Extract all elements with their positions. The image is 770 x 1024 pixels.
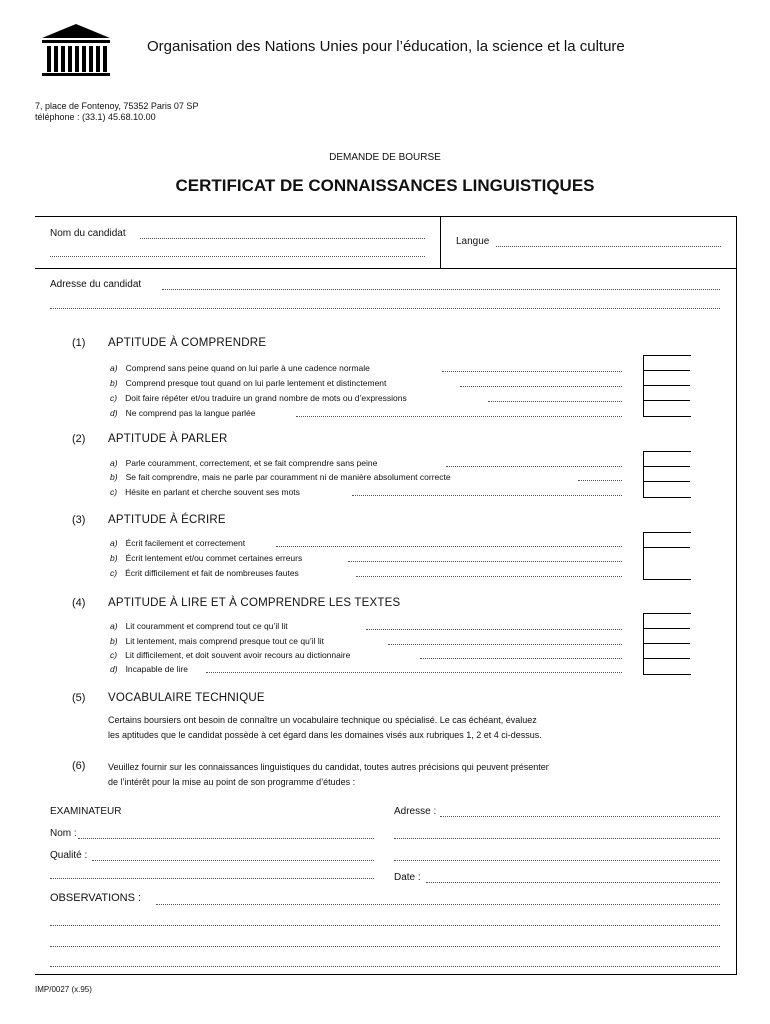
leader-line	[296, 416, 622, 417]
option-item: c) Lit difficilement, et doit souvent avoir recours au dictionnaire	[110, 650, 351, 660]
option-item: a) Parle couramment, correctement, et se fait comprendre sans peine	[110, 458, 378, 468]
examiner-nom-label: Nom :	[50, 828, 77, 839]
org-address: 7, place de Fontenoy, 75352 Paris 07 SP téléphone : (33.1) 45.68.10.00	[35, 101, 199, 122]
examiner-adresse-field-line2[interactable]	[394, 838, 720, 839]
section-title: APTITUDE À PARLER	[108, 433, 228, 445]
divider	[643, 628, 690, 629]
option-item: b) Se fait comprendre, mais ne parle par couramment ni de manière absolument correcte	[110, 472, 451, 482]
nom-field-line2[interactable]	[50, 256, 425, 257]
nom-label: Nom du candidat	[50, 228, 126, 239]
adresse-field-line2[interactable]	[50, 308, 720, 309]
option-item: d) Ne comprend pas la langue parlée	[110, 408, 256, 418]
leader-line	[276, 546, 622, 547]
examiner-qualite-field[interactable]	[92, 860, 374, 861]
section-title: APTITUDE À COMPRENDRE	[108, 337, 267, 349]
examiner-qualite-field-line2[interactable]	[50, 878, 374, 879]
adresse-field[interactable]	[162, 289, 720, 290]
form-subtitle: DEMANDE DE BOURSE	[329, 152, 441, 163]
form-code: IMP/0027 (x.95)	[35, 985, 92, 994]
divider	[643, 400, 690, 401]
option-item: b) Écrit lentement et/ou commet certaines erreurs	[110, 553, 303, 563]
divider	[643, 643, 690, 644]
leader-line	[356, 576, 622, 577]
rating-box[interactable]	[643, 451, 691, 498]
section-number: (3)	[72, 514, 86, 526]
langue-field[interactable]	[496, 246, 721, 247]
langue-label: Langue	[456, 236, 490, 247]
leader-line	[366, 629, 622, 630]
option-item: b) Comprend presque tout quand on lui parle lentement et distinctement	[110, 378, 387, 388]
divider	[643, 658, 690, 659]
section-number: (6)	[72, 760, 86, 772]
option-item: c) Doit faire répéter et/ou traduire un grand nombre de mots ou d’expressions	[110, 393, 407, 403]
section-number: (5)	[72, 692, 86, 704]
examiner-nom-field[interactable]	[78, 838, 374, 839]
divider	[643, 547, 690, 548]
org-name: Organisation des Nations Unies pour l’éducation, la science et la culture	[147, 38, 625, 55]
divider	[643, 481, 690, 482]
observations-field[interactable]	[156, 904, 720, 905]
examiner-adresse-field-line3[interactable]	[394, 860, 720, 861]
section-number: (1)	[72, 337, 86, 349]
option-item: d) Incapable de lire	[110, 664, 188, 674]
leader-line	[420, 658, 622, 659]
leader-line	[446, 466, 622, 467]
examiner-adresse-label: Adresse :	[394, 806, 437, 817]
rating-box[interactable]	[643, 532, 691, 580]
adresse-label: Adresse du candidat	[50, 279, 142, 290]
form-frame	[35, 216, 737, 975]
nom-field[interactable]	[140, 238, 425, 239]
observations-field-line3[interactable]	[50, 946, 720, 947]
leader-line	[460, 386, 622, 387]
leader-line	[388, 644, 622, 645]
divider	[643, 370, 690, 371]
observations-field-line2[interactable]	[50, 925, 720, 926]
leader-line	[442, 371, 622, 372]
rating-box[interactable]	[643, 355, 691, 417]
option-item: a) Lit couramment et comprend tout ce qu’il lit	[110, 621, 288, 631]
section-description: Certains boursiers ont besoin de connaître un vocabulaire technique ou spécialisé. Le cas échéant, évaluez les aptitudes que le candidat possède à cet égard dans les domaines visés aux rubriques 1, 2 et 4 ci-dessus.	[108, 715, 542, 740]
section-title: APTITUDE À LIRE ET À COMPRENDRE LES TEXTES	[108, 597, 401, 609]
leader-line	[488, 401, 622, 402]
leader-line	[206, 672, 622, 673]
leader-line	[348, 561, 622, 562]
section-description: Veuillez fournir sur les connaissances linguistiques du candidat, toutes autres précisions qui peuvent présenter de l’intérêt pour la mise au point de son programme d’études :	[108, 762, 549, 787]
divider	[35, 268, 737, 269]
divider	[440, 216, 441, 268]
form-title: CERTIFICAT DE CONNAISSANCES LINGUISTIQUES	[175, 176, 595, 195]
option-item: a) Écrit facilement et correctement	[110, 538, 246, 548]
divider	[643, 385, 690, 386]
divider	[643, 466, 690, 467]
section-number: (2)	[72, 433, 86, 445]
observations-label: OBSERVATIONS :	[50, 892, 142, 904]
option-item: b) Lit lentement, mais comprend presque tout ce qu’il lit	[110, 636, 324, 646]
examiner-date-field[interactable]	[426, 882, 720, 883]
examiner-heading: EXAMINATEUR	[50, 806, 122, 817]
examiner-date-label: Date :	[394, 872, 421, 883]
examiner-qualite-label: Qualité :	[50, 850, 88, 861]
examiner-adresse-field[interactable]	[440, 816, 720, 817]
section-title: APTITUDE À ÉCRIRE	[108, 514, 226, 526]
option-item: c) Hésite en parlant et cherche souvent ses mots	[110, 487, 300, 497]
section-title: VOCABULAIRE TECHNIQUE	[108, 692, 265, 704]
leader-line	[578, 480, 622, 481]
leader-line	[352, 495, 622, 496]
option-item: a) Comprend sans peine quand on lui parle à une cadence normale	[110, 363, 370, 373]
option-item: c) Écrit difficilement et fait de nombreuses fautes	[110, 568, 299, 578]
unesco-logo	[38, 22, 114, 80]
rating-box[interactable]	[643, 613, 691, 675]
observations-field-line4[interactable]	[50, 966, 720, 967]
section-number: (4)	[72, 597, 86, 609]
